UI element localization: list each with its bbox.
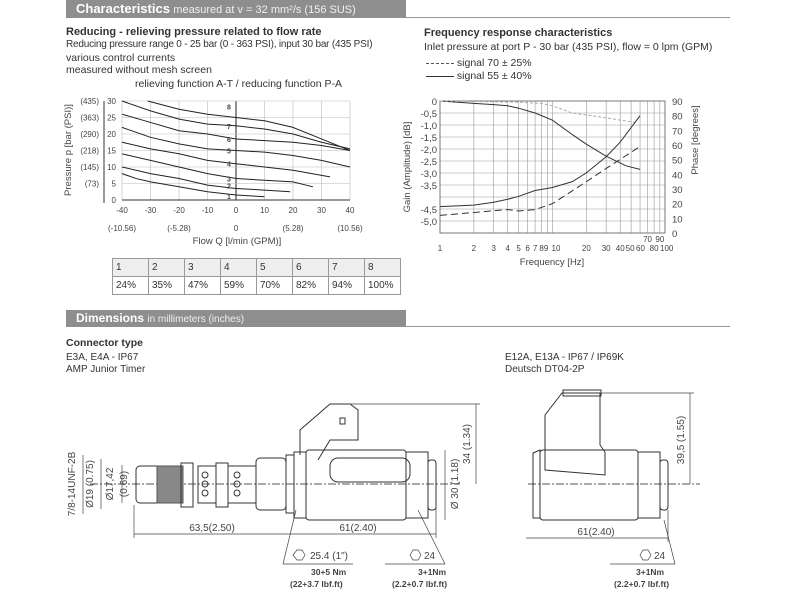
x-tick-label: 5 [516, 244, 521, 253]
section-subtitle: in millimeters (inches) [147, 314, 245, 325]
diameter-069-label: (0.69) [119, 470, 130, 498]
y-axis-label: Pressure p [bar (PSI)] [63, 104, 74, 196]
y-tick-secondary-label: (290) [80, 130, 99, 139]
torque-2-label: 3+1Nm [418, 567, 447, 577]
curve-label: 6 [227, 136, 231, 144]
curve-number-cell: 1 [113, 259, 149, 277]
y2-tick-label: 60 [672, 141, 683, 152]
x-tick-label: 4 [505, 244, 510, 253]
x-tick-label: 7 [532, 244, 538, 253]
height-395-label: 39,5 (1.55) [676, 415, 687, 465]
y-tick-label: 30 [107, 97, 116, 106]
x-tick-label: 20 [581, 244, 591, 253]
x-tick-label: 30 [317, 206, 326, 215]
thread-label: 7/8-14UNF-2B [67, 451, 78, 517]
section-title: Characteristics [76, 1, 170, 16]
x-tick-label: 80 [649, 244, 659, 253]
pressure-chart-title: Reducing - relieving pressure related to flow rate [66, 26, 322, 38]
x-tick-label: 70 [643, 235, 653, 244]
x-tick-label: 30 [601, 244, 611, 253]
y-tick-label: -2,5 [420, 157, 437, 168]
y-tick-secondary-label: (145) [80, 163, 99, 172]
pressure-chart-desc-2: various control currents [66, 52, 176, 64]
x-axis-label: Flow Q [l/min (GPM)] [192, 236, 282, 247]
x-tick-label: -20 [173, 206, 185, 215]
length-61-right-label: 61(2.40) [577, 527, 615, 538]
curve-number-cell: 7 [329, 259, 365, 277]
percent-cell: 24% [113, 277, 149, 295]
diameter-1742-label: Ø17,42 [105, 467, 116, 501]
x-tick-label: -10 [201, 206, 214, 215]
x-tick-label: 40 [345, 206, 355, 215]
x-tick-label: 20 [288, 206, 298, 215]
x-axis-label: Frequency [Hz] [519, 257, 585, 268]
torque-2-imperial-label: (2.2+0.7 lbf.ft) [392, 579, 448, 589]
y-tick-label: 10 [107, 163, 116, 172]
y2-tick-label: 80 [672, 111, 683, 123]
length-635-label: 63,5(2.50) [189, 523, 235, 534]
x-tick-label: 100 [660, 244, 674, 253]
diameter-19-label: Ø19 (0.75) [85, 460, 96, 508]
percent-cell: 82% [293, 277, 329, 295]
y-tick-label: 15 [107, 146, 116, 156]
y-tick-label: 0 [111, 196, 116, 205]
y2-tick-label: 90 [672, 97, 683, 108]
section-subtitle: measured at v = 32 mm²/s (156 SUS) [173, 4, 356, 16]
legend-label: signal 70 ± 25% [456, 57, 532, 69]
dimension-labels-right [577, 416, 687, 589]
hex-24-label: 24 [424, 551, 436, 562]
height-34-label: 34 (1.34) [462, 423, 473, 465]
percent-cell: 100% [365, 277, 401, 295]
x-tick-secondary-label: (-5.28) [167, 224, 191, 233]
length-61-label: 61(2.40) [339, 523, 377, 534]
y-tick-secondary-label: (435) [80, 97, 99, 106]
x-tick-secondary-label: (-10.56) [107, 224, 137, 233]
curve-label: 8 [227, 104, 231, 112]
y2-tick-label: 70 [672, 126, 683, 138]
y-tick-label: -0,5 [420, 109, 437, 120]
percent-cell: 70% [257, 277, 293, 295]
curve-label: 2 [227, 183, 231, 191]
curve-label: 3 [227, 176, 231, 184]
y-tick-label: -2,0 [420, 145, 437, 156]
section-title: Dimensions [76, 311, 145, 325]
x-tick-secondary-label: 0 [233, 224, 239, 233]
y-tick-label: -3,5 [420, 181, 437, 192]
y-tick-label: -3,0 [420, 169, 437, 180]
dimension-lines-right [526, 393, 694, 564]
right-connector-line1: E12A, E13A - IP67 / IP69K [505, 352, 624, 363]
curve-label: 7 [227, 123, 231, 131]
x-tick-label: 90 [655, 235, 665, 244]
curve-label: 1 [227, 194, 231, 202]
x-tick-label: 10 [551, 244, 561, 253]
x-tick-label: 60 [636, 244, 645, 253]
torque-1-label: 30+5 Nm [311, 567, 347, 577]
left-connector-line2: AMP Junior Timer [66, 364, 146, 375]
curve-number-cell: 6 [293, 259, 329, 277]
x-tick-label: 40 [615, 244, 625, 253]
y-tick-label: -4,5 [420, 205, 437, 216]
y-tick-label: 20 [107, 130, 116, 139]
y-tick-secondary-label: (218) [80, 146, 99, 156]
x-tick-label: -40 [116, 206, 128, 215]
x-tick-label: 8 [539, 244, 544, 253]
x-tick-label: 6 [525, 244, 530, 253]
torque-3-label: 3+1Nm [636, 567, 665, 577]
x-tick-label: -30 [144, 206, 157, 215]
y2-tick-label: 50 [672, 155, 683, 167]
torque-3-imperial-label: (2.2+0.7 lbf.ft) [614, 579, 670, 589]
frequency-chart-desc: Inlet pressure at port P - 30 bar (435 PSI), flow = 0 lpm (GPM) [424, 41, 713, 53]
y2-tick-label: 20 [672, 199, 683, 211]
y-tick-label: -5,0 [420, 217, 437, 228]
x-tick-label: 10 [260, 206, 269, 215]
frequency-chart-title: Frequency response characteristics [424, 27, 613, 39]
x-tick-label: 1 [437, 244, 443, 253]
y2-tick-label: 10 [672, 214, 683, 226]
x-tick-secondary-label: (10.56) [337, 224, 363, 233]
y2-axis-label: Phase [degrees] [690, 105, 701, 175]
curve-number-cell: 8 [365, 259, 401, 277]
y-tick-label: -1,5 [420, 133, 437, 144]
y2-tick-label: 40 [672, 170, 683, 182]
x-tick-label: 9 [543, 244, 549, 253]
curve-number-cell: 2 [149, 259, 185, 277]
y-tick-label: -1,0 [420, 121, 437, 132]
curve-number-cell: 5 [257, 259, 293, 277]
curve-number-cell: 3 [185, 259, 221, 277]
connector-type-title: Connector type [66, 337, 144, 349]
y-tick-label: 0 [431, 97, 437, 108]
left-connector-line1: E3A, E4A - IP67 [66, 352, 139, 363]
pressure-chart-desc-3: measured without mesh screen [66, 64, 212, 76]
torque-1-imperial-label: (22+3.7 lbf.ft) [290, 579, 343, 589]
y-tick-label: 5 [111, 179, 116, 189]
x-tick-secondary-label: (5.28) [282, 224, 304, 233]
x-tick-label: 50 [625, 244, 635, 253]
percent-cell: 94% [329, 277, 365, 295]
y-tick-secondary-label: (363) [80, 113, 99, 123]
diameter-30-label: Ø 30 (1.18) [450, 458, 461, 510]
right-connector-line2: Deutsch DT04-2P [505, 364, 585, 375]
x-tick-label: 2 [471, 244, 477, 253]
percent-cell: 35% [149, 277, 185, 295]
y-tick-secondary-label: (73) [84, 179, 99, 189]
function-label: relieving function A-T / reducing function P-A [135, 78, 343, 90]
percent-cell: 59% [221, 277, 257, 295]
y2-tick-label: 30 [672, 185, 683, 196]
valve-drawing-left [90, 404, 460, 520]
curve-label: 5 [227, 148, 231, 156]
legend-label: signal 55 ± 40% [456, 70, 532, 82]
x-tick-label: 3 [491, 244, 496, 253]
curve-number-cell: 4 [221, 259, 257, 277]
y2-tick-label: 0 [672, 229, 678, 240]
percent-cell: 47% [185, 277, 221, 295]
curve-label: 4 [227, 161, 231, 169]
y-axis-label: Gain (Amplitude) [dB] [402, 121, 413, 213]
y-tick-label: 25 [107, 113, 116, 123]
valve-drawing-right [528, 390, 700, 520]
x-tick-label: 0 [233, 206, 239, 215]
hex-254-label: 25.4 (1") [310, 551, 349, 562]
hex-24-right-label: 24 [654, 551, 666, 562]
pressure-chart-desc-1: Reducing pressure range 0 - 25 bar (0 - 363 PSI), input 30 bar (435 PSI) [66, 39, 373, 50]
